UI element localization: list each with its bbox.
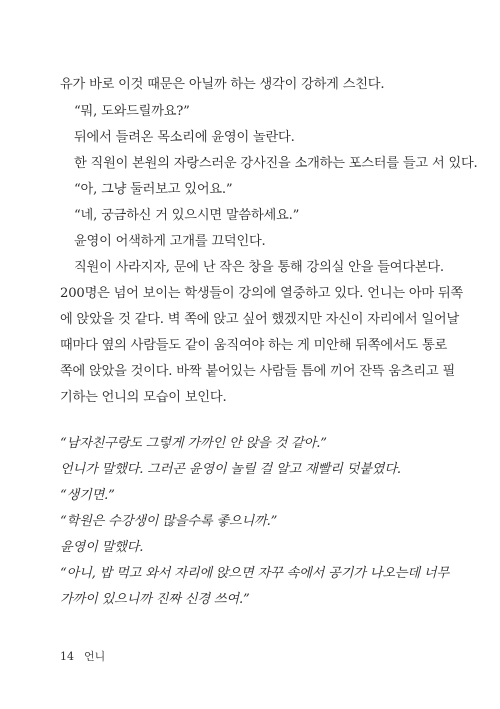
paragraph-line-9: 200명은 넘어 보이는 학생들이 강의에 열중하고 있다. 언니는 아마 뒤쪽 [60,286,464,301]
paragraph-line-10: 에 앉았을 것 같다. 벽 쪽에 앉고 싶어 했겠지만 자신이 자리에서 일어날 [60,312,459,327]
paragraph-line-13: 기하는 언니의 모습이 보인다. [60,390,227,405]
flashback-line-3: “생기면.” [60,488,115,503]
flashback-line-4: “학원은 수강생이 많을수록 좋으니까.” [60,514,278,529]
paragraph-line-1: 유가 바로 이것 때문은 아닐까 하는 생각이 강하게 스친다. [60,77,385,92]
paragraph-line-12: 쪽에 앉았을 것이다. 바짝 붙어있는 사람들 틈에 끼어 잔뜩 움츠리고 필 [60,364,456,379]
paragraph-line-7: 윤영이 어색하게 고개를 끄덕인다. [74,234,266,249]
flashback-line-7: 가까이 있으니까 진짜 신경 쓰여.” [60,592,250,607]
flashback-line-2: 언니가 말했다. 그러곤 윤영이 놀릴 걸 알고 재빨리 덧붙였다. [60,462,401,477]
paragraph-line-6: “네, 궁금하신 거 있으시면 말씀하세요.” [74,208,300,223]
paragraph-line-5: “아, 그냥 둘러보고 있어요.” [74,182,233,197]
flashback-line-1: “남자친구랑도 그렇게 가까인 안 앉을 것 같아.” [60,436,327,451]
paragraph-line-2: “뭐, 도와드릴까요?” [74,104,190,119]
flashback-line-5: 윤영이 말했다. [60,540,144,555]
running-title: 언니 [84,650,106,663]
flashback-line-6: “아니, 밥 먹고 와서 자리에 앉으면 자꾸 속에서 공기가 나오는데 너무 [60,566,450,581]
paragraph-line-8: 직원이 사라지자, 문에 난 작은 창을 통해 강의실 안을 들여다본다. [74,260,444,275]
paragraph-line-11: 때마다 옆의 사람들도 같이 움직여야 하는 게 미안해 뒤쪽에서도 통로 [60,338,448,353]
page-number: 14 [60,650,74,663]
paragraph-line-3: 뒤에서 들려온 목소리에 윤영이 놀란다. [74,130,295,145]
page-footer [60,650,105,664]
paragraph-line-4: 한 직원이 본원의 자랑스러운 강사진을 소개하는 포스터를 들고 서 있다. [74,156,478,171]
